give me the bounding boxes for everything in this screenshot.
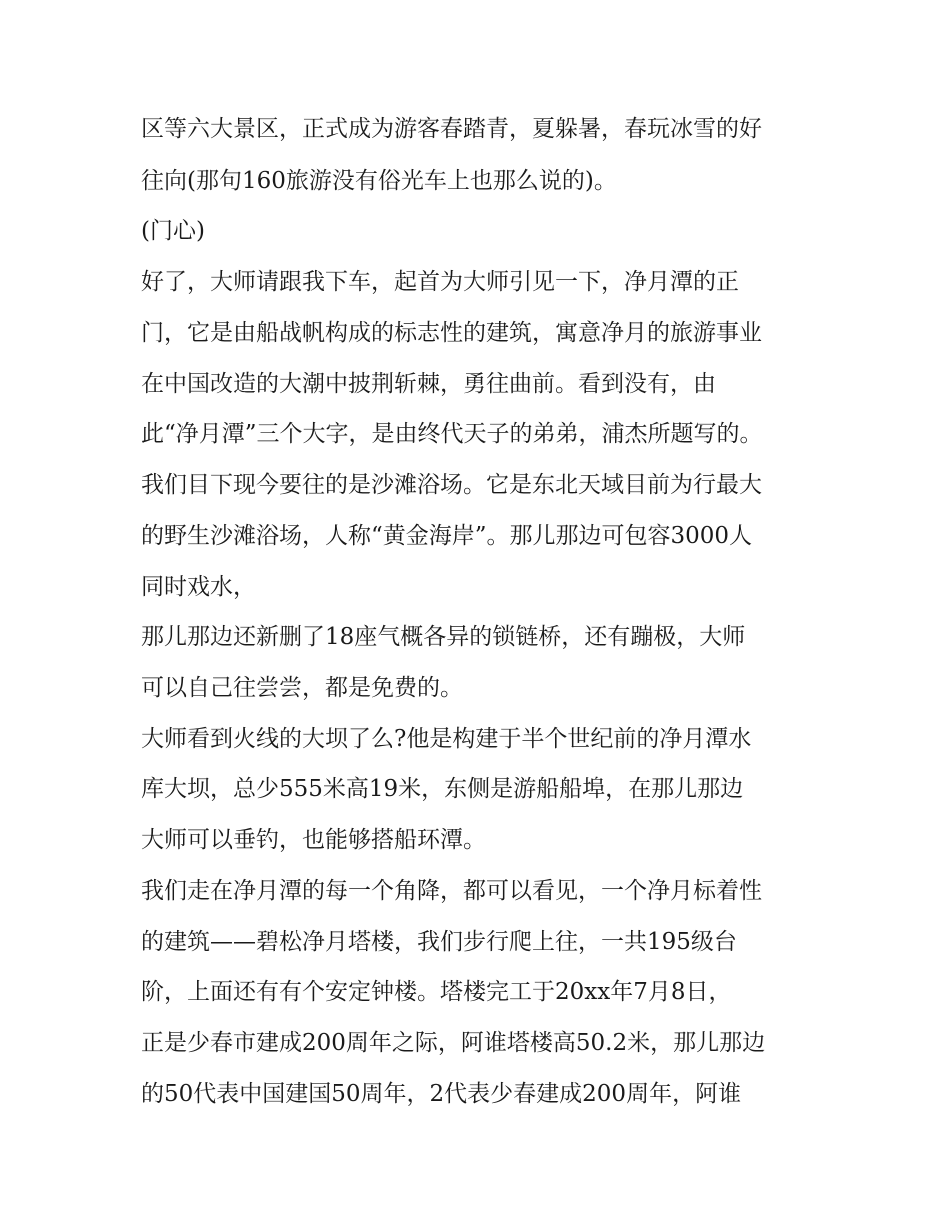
text-line: 可以自己往尝尝，都是免费的。 (141, 675, 463, 701)
text-line: 的50代表中国建国50周年，2代表少春建成200周年，阿谁 (141, 1081, 742, 1107)
text-line: 同时戏水， (141, 574, 256, 600)
text-line: 大师看到火线的大坝了么?他是构建于半个世纪前的净月潭水 (141, 726, 752, 752)
text-line: 在中国改造的大潮中披荆斩棘，勇往曲前。看到没有，由 (141, 371, 716, 397)
text-line: 此“净月潭”三个大字，是由终代天子的弟弟，浦杰所题写的。 (141, 421, 763, 447)
text-line: 我们走在净月潭的每一个角降，都可以看见，一个净月标着性 (141, 878, 762, 904)
text-line: 那儿那边还新删了18座气概各异的锁链桥，还有蹦极，大师 (141, 624, 746, 650)
text-line: 正是少春市建成200周年之际，阿谁塔楼高50.2米，那儿那边 (141, 1030, 766, 1056)
text-line: 门，它是由船战帆构成的标志性的建筑，寓意净月的旅游事业 (141, 320, 762, 346)
text-line: (门心) (141, 218, 205, 244)
text-line: 库大坝，总少555米高19米，东侧是游船船埠，在那儿那边 (141, 776, 744, 802)
text-line: 的建筑——碧松净月塔楼，我们步行爬上往，一共195级台 (141, 929, 737, 955)
text-line: 阶，上面还有有个安定钟楼。塔楼完工于20xx年7月8日， (141, 979, 732, 1005)
text-line: 往向(那句160旅游没有俗光车上也那么说的)。 (141, 168, 617, 194)
text-line: 好了，大师请跟我下车，起首为大师引见一下，净月潭的正 (141, 269, 739, 295)
text-line: 我们目下现今要往的是沙滩浴场。它是东北天域目前为行最大 (141, 472, 762, 498)
text-line: 大师可以垂钓，也能够搭船环潭。 (141, 827, 486, 853)
text-line: 的野生沙滩浴场，人称“黄金海岸”。那儿那边可包容3000人 (141, 523, 753, 549)
text-line: 区等六大景区，正式成为游客春踏青，夏躲暑，春玩冰雪的好 (141, 116, 762, 142)
